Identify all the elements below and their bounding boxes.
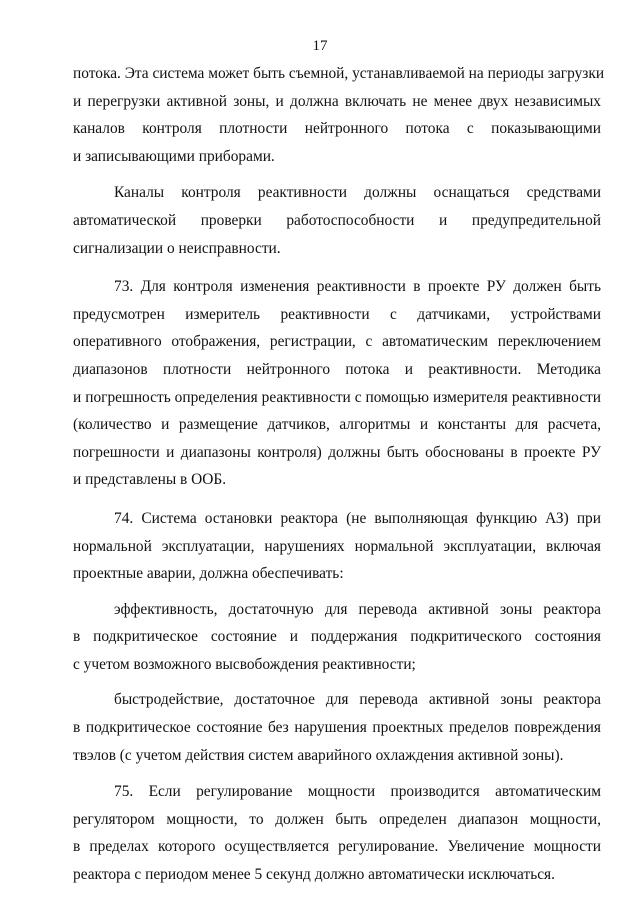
text-line: с учетом возможного высвобождения реактивности; <box>73 655 416 673</box>
text-line: погрешности и диапазоны контроля) должны быть обоснованы в проекте РУ <box>73 443 601 461</box>
text-line: в подкритическое состояние и поддержания подкритического состояния <box>73 628 601 646</box>
paragraph-75 <box>73 778 601 888</box>
text-line: и записывающими приборами. <box>73 147 275 165</box>
text-line: диапазонов плотности нейтронного потока и реактивности. Методика <box>73 360 601 378</box>
text-line: быстродействие, достаточное для перевода активной зоны реактора <box>114 691 601 709</box>
text-line: и представлены в ООБ. <box>73 471 227 489</box>
text-line: оперативного отображения, регистрации, с автоматическим переключением <box>73 333 601 351</box>
paragraph-74 <box>73 505 601 588</box>
text-line: потока. Эта система может быть съемной, устанавливаемой на периоды загрузки <box>73 65 605 82</box>
paragraph-73 <box>73 273 601 494</box>
text-line: Каналы контроля реактивности должны оснащаться средствами <box>114 184 601 202</box>
text-line: (количество и размещение датчиков, алгоритмы и константы для расчета, <box>73 416 601 434</box>
paragraph-74-item-efficiency <box>73 596 601 679</box>
paragraph-74-item-speed <box>73 686 601 769</box>
text-line: нормальной эксплуатации, нарушениях нормальной эксплуатации, включая <box>73 537 601 555</box>
text-line: 73. Для контроля изменения реактивности в проекте РУ должен быть <box>114 278 601 296</box>
paragraph-continuation <box>73 60 605 170</box>
text-line: реактора с периодом менее 5 секунд должно автоматически исключаться. <box>73 866 555 884</box>
document-body <box>73 60 605 889</box>
text-line: в подкритическое состояние без нарушения проектных пределов повреждения <box>73 719 601 737</box>
page-number: 17 <box>312 38 328 54</box>
text-line: сигнализации о неисправности. <box>73 239 281 257</box>
text-line: 75. Если регулирование мощности производится автоматическим <box>114 783 601 801</box>
text-line: каналов контроля плотности нейтронного потока с показывающими <box>73 120 601 138</box>
text-line: регулятором мощности, то должен быть определен диапазон мощности, <box>73 810 601 828</box>
text-line: твэлов (с учетом действия систем аварийного охлаждения активной зоны). <box>73 746 564 764</box>
text-line: эффективность, достаточную для перевода активной зоны реактора <box>114 600 601 618</box>
text-line: предусмотрен измеритель реактивности с датчиками, устройствами <box>73 305 601 323</box>
text-line: и перегрузки активной зоны, и должна включать не менее двух независимых <box>73 92 601 110</box>
text-line: автоматической проверки работоспособности и предупредительной <box>73 211 601 229</box>
text-line: проектные аварии, должна обеспечивать: <box>73 565 344 583</box>
paragraph-reactivity-channels <box>73 179 601 262</box>
text-line: в пределах которого осуществляется регулирование. Увеличение мощности <box>73 838 601 856</box>
text-line: и погрешность определения реактивности с помощью измерителя реактивности <box>73 388 601 406</box>
text-line: 74. Система остановки реактора (не выполняющая функцию АЗ) при <box>114 509 601 527</box>
